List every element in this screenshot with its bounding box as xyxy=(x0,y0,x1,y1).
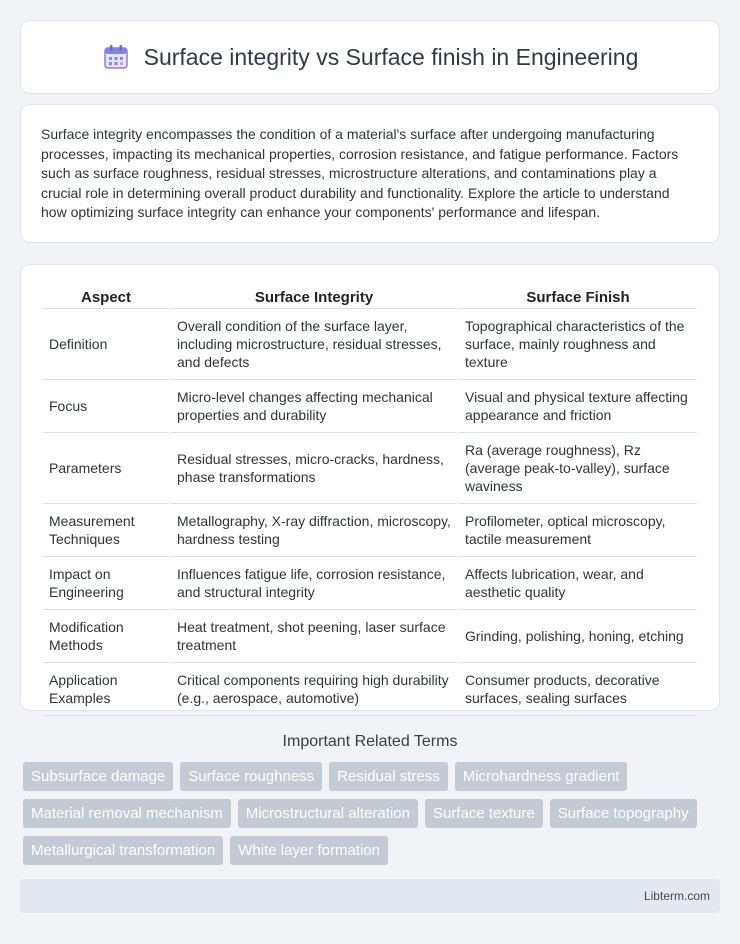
related-terms-section xyxy=(20,733,720,865)
tag-subsurface-damage[interactable]: Subsurface damage xyxy=(23,762,173,791)
table-header-row xyxy=(43,285,697,309)
cell-integrity: Metallography, X-ray diffraction, microscopy, hardness testing xyxy=(171,504,457,557)
footer-brand-link[interactable]: Libterm.com xyxy=(643,889,710,903)
tag-metallurgical-transformation[interactable]: Metallurgical transformation xyxy=(23,836,223,865)
cell-aspect: Definition xyxy=(43,309,169,380)
cell-aspect: Focus xyxy=(43,380,169,433)
tag-surface-roughness[interactable]: Surface roughness xyxy=(180,762,322,791)
table-row xyxy=(43,380,697,433)
comparison-table-card xyxy=(20,264,720,711)
tag-residual-stress[interactable]: Residual stress xyxy=(329,762,448,791)
header-surface-finish: Surface Finish xyxy=(459,285,697,309)
cell-aspect: Measurement Techniques xyxy=(43,504,169,557)
cell-aspect: Application Examples xyxy=(43,663,169,716)
cell-finish: Ra (average roughness), Rz (average peak-to-valley), surface waviness xyxy=(459,433,697,504)
cell-integrity: Overall condition of the surface layer, including microstructure, residual stresses, and defects xyxy=(171,309,457,380)
cell-finish: Consumer products, decorative surfaces, sealing surfaces xyxy=(459,663,697,716)
cell-aspect: Parameters xyxy=(43,433,169,504)
comparison-table xyxy=(41,285,699,716)
table-row xyxy=(43,610,697,663)
table-row xyxy=(43,309,697,380)
cell-integrity: Heat treatment, shot peening, laser surface treatment xyxy=(171,610,457,663)
cell-aspect: Impact on Engineering xyxy=(43,557,169,610)
table-row xyxy=(43,663,697,716)
cell-integrity: Influences fatigue life, corrosion resistance, and structural integrity xyxy=(171,557,457,610)
cell-aspect: Modification Methods xyxy=(43,610,169,663)
cell-integrity: Residual stresses, micro-cracks, hardness, phase transformations xyxy=(171,433,457,504)
tag-microstructural-alteration[interactable]: Microstructural alteration xyxy=(238,799,418,828)
tag-material-removal-mechanism[interactable]: Material removal mechanism xyxy=(23,799,231,828)
header-aspect: Aspect xyxy=(43,285,169,309)
cell-integrity: Critical components requiring high durability (e.g., aerospace, automotive) xyxy=(171,663,457,716)
table-row xyxy=(43,557,697,610)
tag-surface-topography[interactable]: Surface topography xyxy=(550,799,697,828)
tag-microhardness-gradient[interactable]: Microhardness gradient xyxy=(455,762,628,791)
calendar-icon xyxy=(102,43,130,71)
cell-finish: Visual and physical texture affecting appearance and friction xyxy=(459,380,697,433)
header-surface-integrity: Surface Integrity xyxy=(171,285,457,309)
tag-white-layer-formation[interactable]: White layer formation xyxy=(230,836,388,865)
related-terms-tags xyxy=(20,762,720,865)
cell-finish: Topographical characteristics of the surface, mainly roughness and texture xyxy=(459,309,697,380)
tag-surface-texture[interactable]: Surface texture xyxy=(425,799,543,828)
related-terms-title: Important Related Terms xyxy=(282,733,458,750)
intro-card xyxy=(20,104,720,243)
intro-paragraph: Surface integrity encompasses the condition of a material's surface after undergoing manufacturing processes, impacting its mechanical properties, corrosion resistance, and fatigue performance. Factors such as surface roughness, residual stresses, microstructure alterations, and contaminations play a crucial role in determining overall product durability and functionality. Explore the article to understand how optimizing surface integrity can enhance your components' performance and lifespan. xyxy=(41,126,679,221)
footer xyxy=(20,879,720,913)
cell-finish: Affects lubrication, wear, and aesthetic quality xyxy=(459,557,697,610)
cell-finish: Profilometer, optical microscopy, tactile measurement xyxy=(459,504,697,557)
title-card xyxy=(20,20,720,94)
page-title: Surface integrity vs Surface finish in Engineering xyxy=(143,43,639,70)
table-row xyxy=(43,433,697,504)
table-row xyxy=(43,504,697,557)
cell-finish: Grinding, polishing, honing, etching xyxy=(459,610,697,663)
cell-integrity: Micro-level changes affecting mechanical properties and durability xyxy=(171,380,457,433)
